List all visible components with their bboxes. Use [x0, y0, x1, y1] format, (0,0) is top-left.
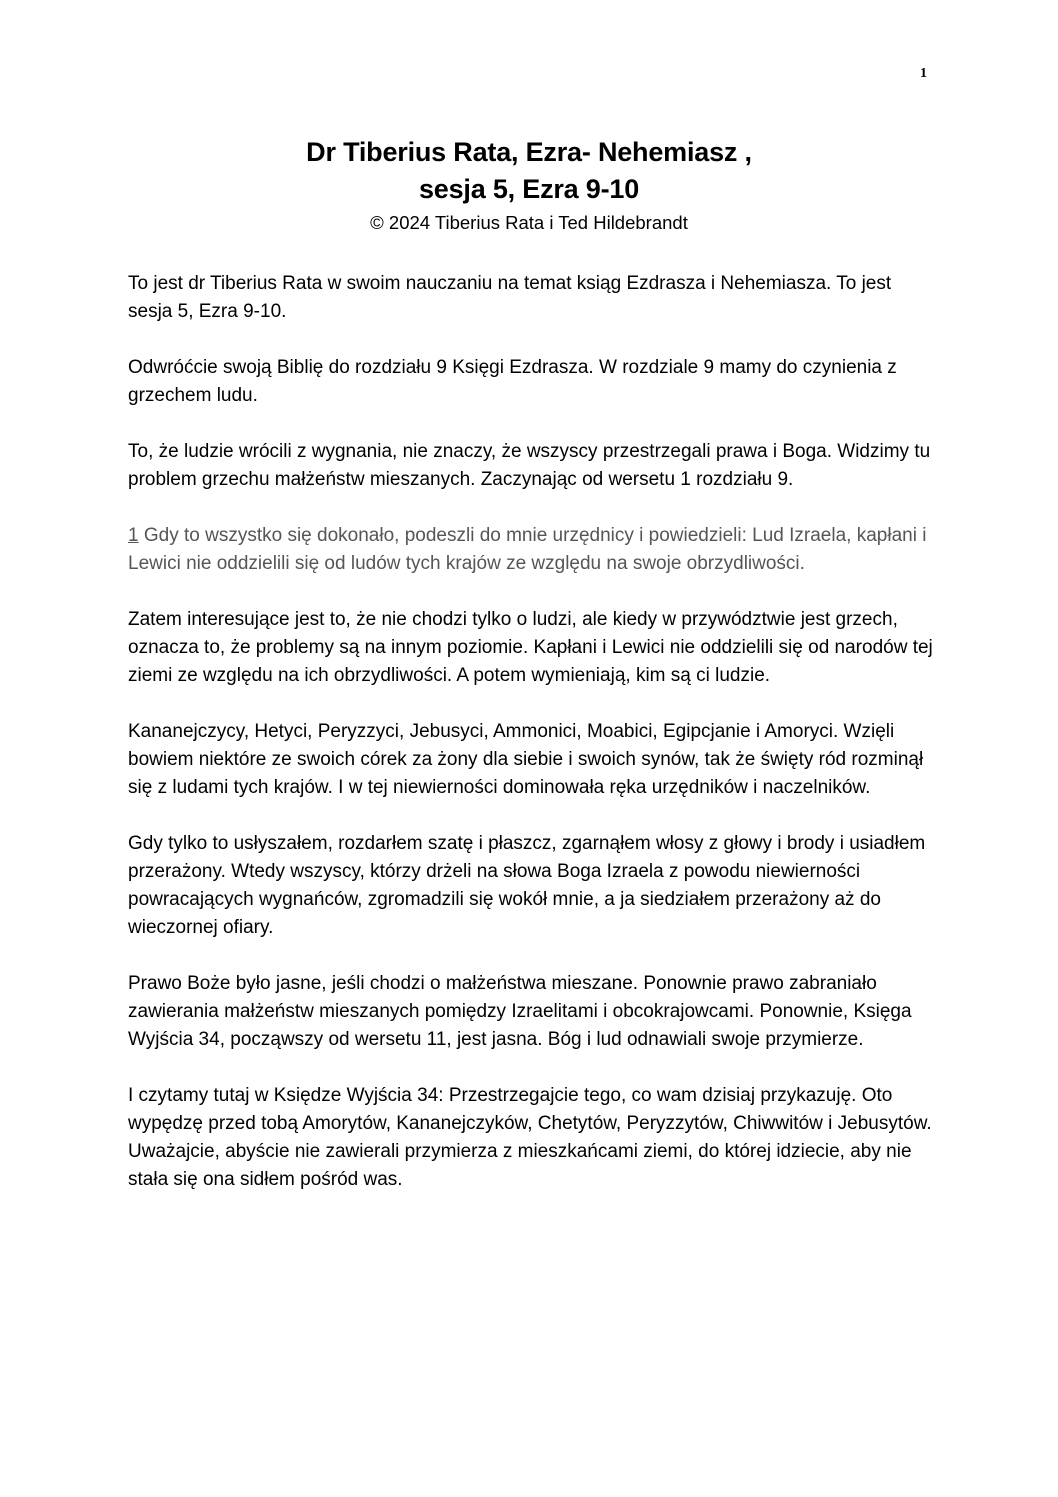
paragraph-intro: To jest dr Tiberius Rata w swoim nauczaniu na temat ksiąg Ezdrasza i Nehemiasza. To jest sesja 5, Ezra 9-10.	[128, 273, 892, 322]
paragraph-exodus-34: I czytamy tutaj w Księdze Wyjścia 34: Przestrzegajcie tego, co wam dzisiaj przykazuję. Oto wypędzę przed tobą Amorytów, Kananejczyków, Chetytów, Peryzzytów, Chiwwitów i Jebusytów. Uważajcie, abyście nie zawierali przymierza z mieszkańcami ziemi, do której idziecie, aby nie stała się ona sidłem pośród was.	[128, 1085, 932, 1190]
title-block	[0, 134, 1058, 236]
paragraph-leadership: Zatem interesujące jest to, że nie chodzi tylko o ludzi, ale kiedy w przywództwie jest grzech, oznacza to, że problemy są na innym poziomie. Kapłani i Lewici nie oddzielili się od narodów tej ziemi ze względu na ich obrzydliwości. A potem wymieniają, kim są ci ludzie.	[128, 609, 933, 686]
copyright-notice: © 2024 Tiberius Rata i Ted Hildebrandt	[370, 212, 688, 233]
scripture-quote	[128, 522, 938, 578]
paragraph-law: Prawo Boże było jasne, jeśli chodzi o małżeństwa mieszane. Ponownie prawo zabraniało zawierania małżeństw mieszanych pomiędzy Izraelitami i obcokrajowcami. Ponownie, Księga Wyjścia 34, począwszy od wersetu 11, jest jasna. Bóg i lud odnawiali swoje przymierze.	[128, 973, 912, 1050]
document-title-line-1: Dr Tiberius Rata, Ezra- Nehemiasz ,	[306, 137, 752, 167]
verse-number-link[interactable]: 1	[128, 525, 139, 546]
scripture-quote-text: Gdy to wszystko się dokonało, podeszli do mnie urzędnicy i powiedzieli: Lud Izraela, kapłani i Lewici nie oddzielili się od ludów tych krajów ze względu na swoje obrzydliwości.	[128, 525, 927, 574]
paragraph-peoples: Kananejczycy, Hetyci, Peryzzyci, Jebusyci, Ammonici, Moabici, Egipcjanie i Amoryci. Wzięli bowiem niektóre ze swoich córek za żony dla siebie i swoich synów, tak że święty ród rozminął się z ludami tych krajów. I w tej niewierności dominowała ręka urzędników i naczelników.	[128, 721, 924, 798]
paragraph-reaction: Gdy tylko to usłyszałem, rozdarłem szatę i płaszcz, zgarnąłem włosy z głowy i brody i usiadłem przerażony. Wtedy wszyscy, którzy drżeli na słowa Boga Izraela z powodu niewierności powracających wygnańców, zgromadzili się wokół mnie, a ja siedziałem przerażony aż do wieczornej ofiary.	[128, 833, 926, 938]
document-body	[128, 270, 938, 1222]
document-title-line-2: sesja 5, Ezra 9-10	[418, 174, 640, 204]
page-number: 1	[920, 66, 927, 81]
paragraph-chapter-9: Odwróćcie swoją Biblię do rozdziału 9 Księgi Ezdrasza. W rozdziale 9 mamy do czynienia z grzechem ludu.	[128, 357, 897, 406]
paragraph-exile: To, że ludzie wrócili z wygnania, nie znaczy, że wszyscy przestrzegali prawa i Boga. Widzimy tu problem grzechu małżeństw mieszanych. Zaczynając od wersetu 1 rozdziału 9.	[128, 441, 931, 490]
